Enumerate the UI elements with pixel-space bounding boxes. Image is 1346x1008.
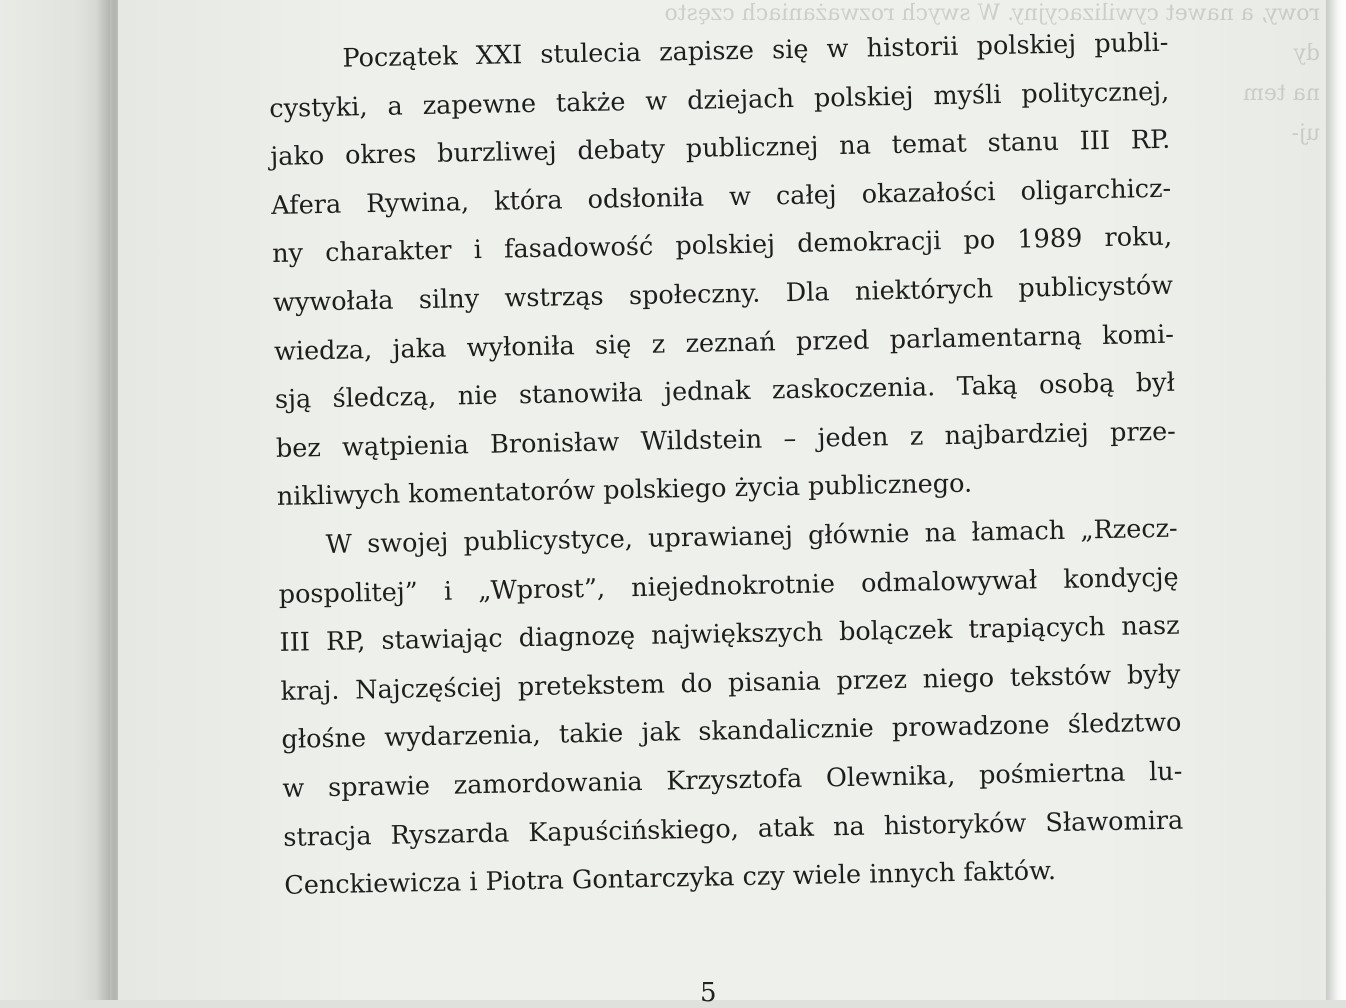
paragraph-1 [268,19,1177,522]
paragraph-2 [277,505,1184,911]
text-line: wiedza, jaka wyłoniła się z zeznań przed parlamentarną komi- [273,319,1175,367]
text-line: Afera Rywina, która odsłoniła w całej okazałości oligarchicz- [270,173,1172,221]
bleed-through-line: na tem [1243,81,1320,106]
text-line: nikliwych komentatorów polskiego życia publicznego. [276,468,973,513]
text-line: wywołała silny wstrząs społeczny. Dla niektórych publicystów [272,270,1174,318]
text-line: ny charakter i fasadowość polskiej demokracji po 1989 roku, [271,222,1173,270]
text-line: stracja Ryszarda Kapuścińskiego, atak na historyków Sławomira [283,805,1184,853]
text-line: w sprawie zamordowania Krzysztofa Olewnika, pośmiertna lu- [282,756,1183,804]
text-line: W swojej publicystyce, uprawianej głównie na łamach „Rzecz- [325,513,1178,560]
text-line: kraj. Najczęściej pretekstem do pisania przez niego tekstów były [280,659,1181,707]
text-line: bez wątpienia Bronisław Wildstein – jeden z najbardziej prze- [275,416,1177,464]
text-line: głośne wydarzenia, takie jak skandalicznie prowadzone śledztwo [281,707,1182,756]
bleed-through-line: dy [1293,41,1320,66]
text-line: cystyki, a zapewne także w dziejach polskiej myśli politycznej, [269,76,1170,124]
bleed-through-line: rowy, a nawet cywilizacyjny. W swych rozważaniach często [664,1,1320,26]
facing-page-edge [0,0,110,1000]
text-line: III RP, stawiając diagnozę największych bolączek trapiących nasz [279,610,1180,659]
text-line: Cenckiewicza i Piotra Gontarczyka czy wiele innych faktów. [284,856,1057,901]
body-text [268,19,1185,911]
text-line: pospolitej” i „Wprost”, niejednokrotnie odmalowywał kondycję [278,562,1179,610]
bleed-through-line: uj- [1291,121,1320,146]
text-line: Początek XXI stulecia zapisze się w historii polskiej publi- [342,27,1169,74]
page-right-edge [1326,0,1346,1000]
text-line: sją śledczą, nie stanowiła jednak zaskoczenia. Taką osobą był [274,367,1176,416]
page-number: 5 [700,978,717,1008]
text-line: jako okres burzliwej debaty publicznej na temat stanu III RP. [270,124,1171,173]
